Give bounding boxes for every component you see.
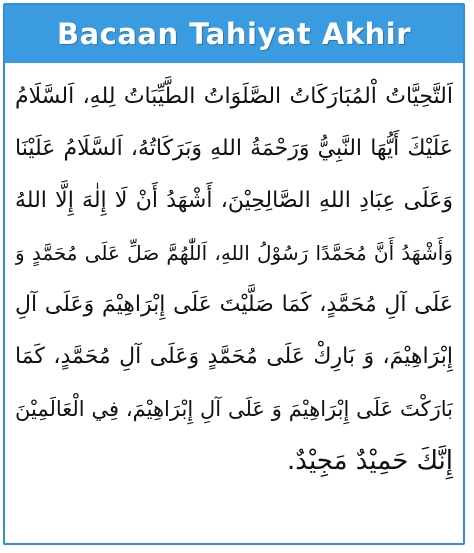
arabic-line-4: وَأَشْهَدُ أَنَّ مُحَمَّدًا رَسُوْلُ اللهِ، اَللّٰهُمَّ صَلِّ عَلَى مُحَمَّدٍ وَ — [15, 241, 453, 265]
arabic-line-5: عَلَى آلِ مُحَمَّدٍ، كَمَا صَلَّيْتَ عَلَى إِبْرَاهِيْمَ وَعَلَى آلِ — [15, 292, 453, 317]
arabic-text-block — [15, 71, 453, 487]
arabic-line-2: عَلَيْكَ أَيُّهَا النَّبِيُّ وَرَحْمَةُ اللهِ وَبَرَكَاتُهُ، اَلسَّلَامُ عَلَيْنَا — [15, 136, 453, 161]
prayer-card — [3, 3, 465, 545]
page-title: Bacaan Tahiyat Akhir — [57, 17, 411, 51]
arabic-line-6: إِبْرَاهِيْمَ، وَ بَارِكْ عَلَى مُحَمَّدٍ وَعَلَى آلِ مُحَمَّدٍ، كَمَا — [15, 344, 453, 369]
arabic-line-3: وَعَلَى عِبَادِ اللهِ الصَّالِحِيْنَ، أَشْهَدُ أَنْ لَا إِلٰهَ إِلَّا اللهُ — [15, 188, 453, 213]
arabic-line-1: اَلتَّحِيَّاتُ اْلمُبَارَكَاتُ الصَّلَوَاتُ الطَّيِّبَاتُ لِلهِ، اَلسَّلَامُ — [15, 84, 453, 109]
title-banner — [5, 5, 463, 63]
arabic-line-7: بَارَكْتَ عَلَى إِبْرَاهِيْمَ وَ عَلَى آلِ إِبْرَاهِيْمَ، فِي الْعَالَمِيْنَ — [15, 397, 453, 421]
arabic-line-8: إِنَّكَ حَمِيْدٌ مَجِيْدٌ. — [287, 446, 453, 476]
